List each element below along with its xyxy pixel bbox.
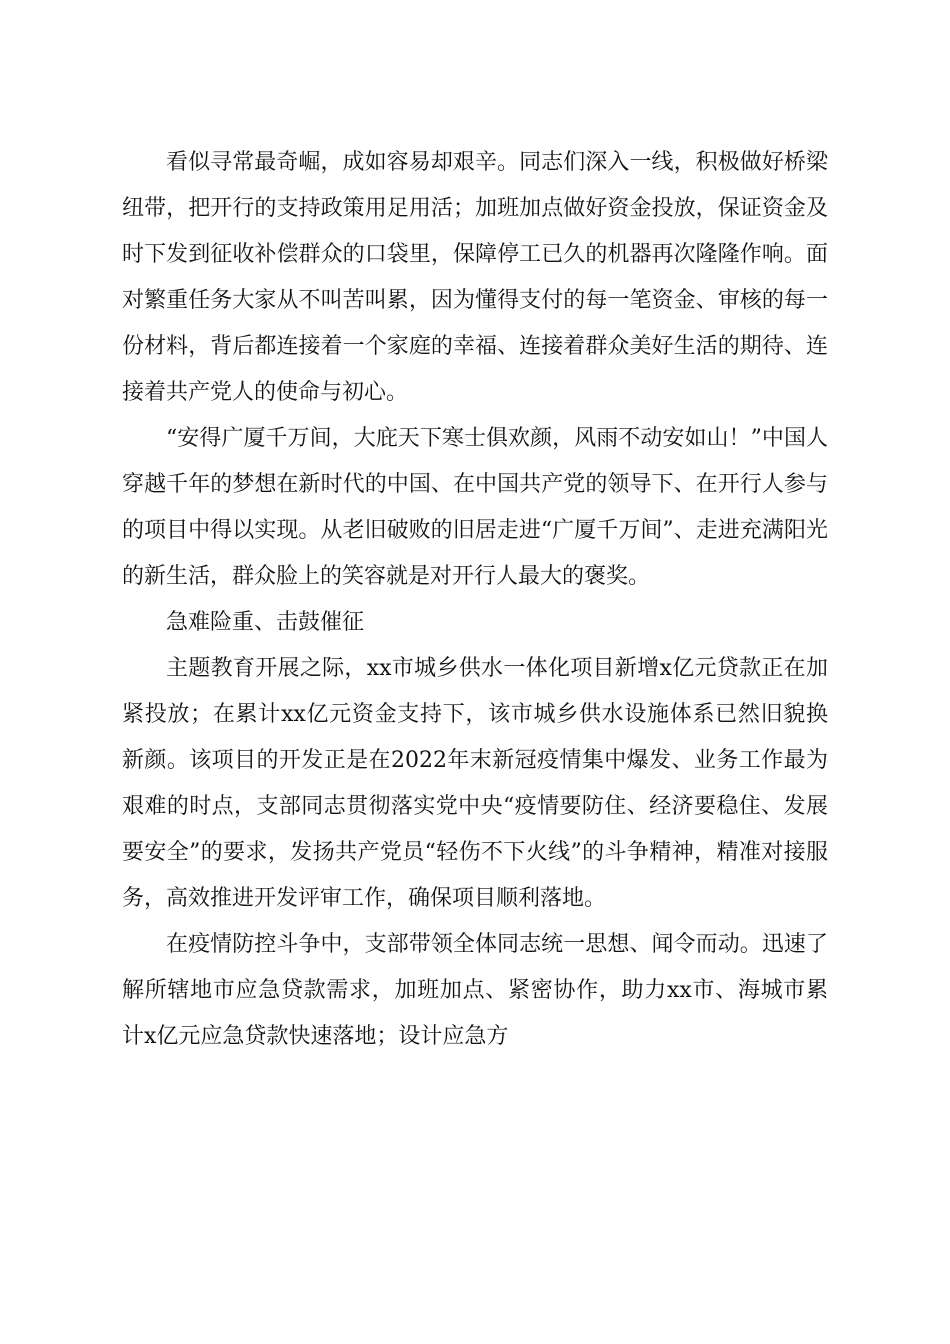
paragraph-guangsha: “安得广厦千万间，大庇天下寒士俱欢颜，风雨不动安如山！”中国人穿越千年的梦想在新时代的中国、在中国共产党的领导下、在开行人参与的项目中得以实现。从老旧破败的旧居走进“广厦千万间”、走进充满阳光的新生活，群众脸上的笑容就是对开行人最大的褒奖。 (122, 426, 828, 589)
paragraph-epidemic-response: 在疫情防控斗争中，支部带领全体同志统一思想、闻令而动。迅速了解所辖地市应急贷款需求，加班加点、紧密协作，助力xx市、海城市累计x亿元应急贷款快速落地；设计应急方 (122, 932, 828, 1049)
paragraph-hard-work: 看似寻常最奇崛，成如容易却艰辛。同志们深入一线，积极做好桥梁纽带，把开行的支持政策用足用活；加班加点做好资金投放，保证资金及时下发到征收补偿群众的口袋里，保障停工已久的机器再次隆隆作响。面对繁重任务大家从不叫苦叫累，因为懂得支付的每一笔资金、审核的每一份材料，背后都连接着一个家庭的幸福、连接着群众美好生活的期待、连接着共产党人的使命与初心。 (122, 150, 828, 405)
document-body (122, 140, 828, 1060)
paragraph-water-supply-project: 主题教育开展之际，xx市城乡供水一体化项目新增x亿元贷款正在加紧投放；在累计xx亿元资金支持下，该市城乡供水设施体系已然旧貌换新颜。该项目的开发正是在2022年末新冠疫情集中爆发、业务工作最为艰难的时点，支部同志贯彻落实党中央“疫情要防住、经济要稳住、发展要安全”的要求，发扬共产党员“轻伤不下火线”的斗争精神，精准对接服务，高效推进开发评审工作，确保项目顺利落地。 (122, 656, 828, 911)
section-heading: 急难险重、击鼓催征 (166, 610, 365, 635)
